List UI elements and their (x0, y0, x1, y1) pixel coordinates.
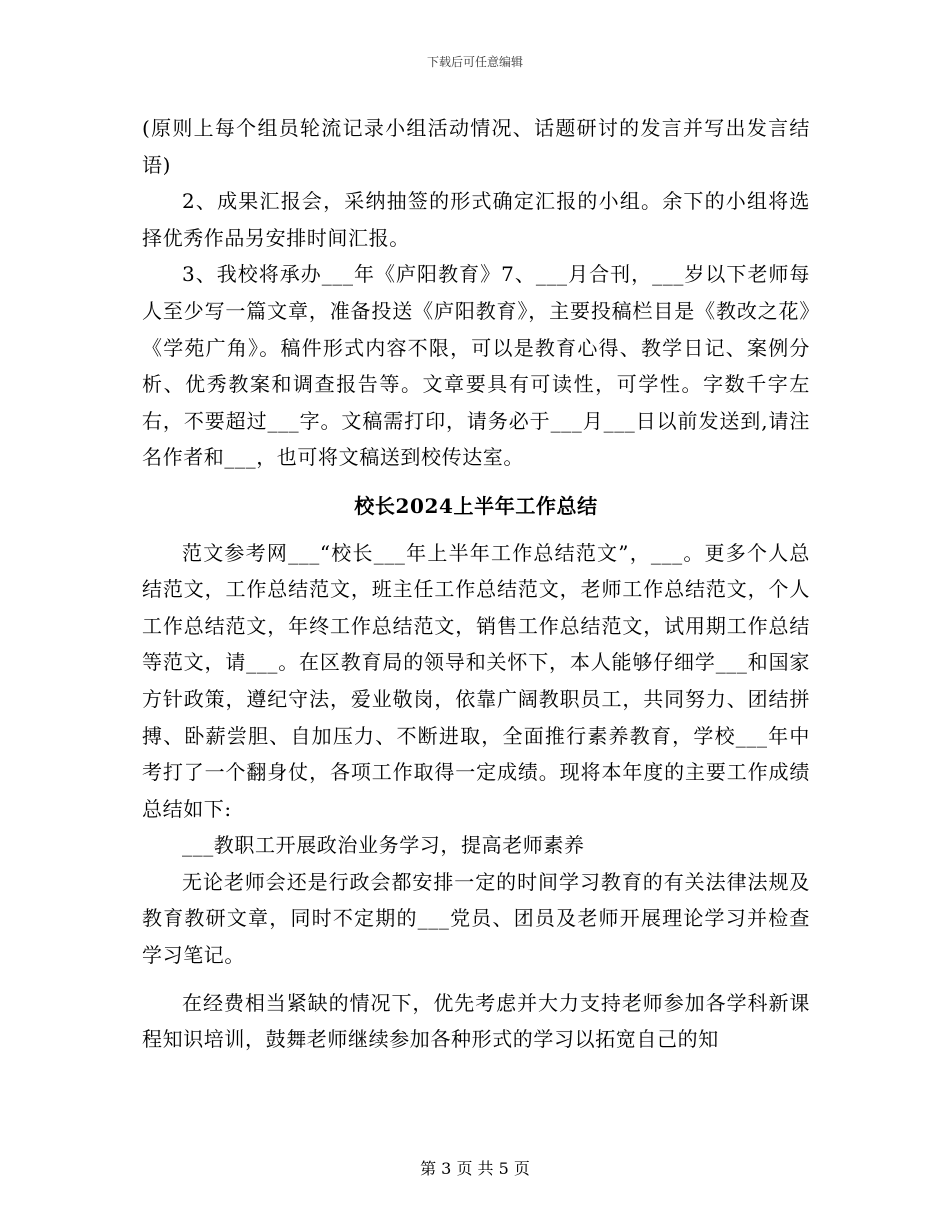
paragraph-heading-study: ___教职工开展政治业务学习，提高老师素养 (182, 833, 585, 858)
paragraph-training: 在经费相当紧缺的情况下，优先考虑并大力支持老师参加各学科新课程知识培训，鼓舞老师继续参加各种形式的学习以拓宽自己的知 (142, 990, 810, 1052)
paragraph-item-2: 2、成果汇报会，采纳抽签的形式确定汇报的小组。余下的小组将选择优秀作品另安排时间汇报。 (142, 189, 810, 250)
paragraph-study-detail: 无论老师会还是行政会都安排一定的时间学习教育的有关法律法规及教育教研文章，同时不定期的___党员、团员及老师开展理论学习并检查学习笔记。 (142, 869, 810, 968)
paragraph-intro: 范文参考网___“校长___年上半年工作总结范文”，___。更多个人总结范文，工作总结范文，班主任工作总结范文，老师工作总结范文，个人工作总结范文，年终工作总结范文，销售工作总结范文，试用期工作总结等范文，请___。在区教育局的领导和关怀下，本人能够仔细学___和国家方针政策，遵纪守法，爱业敬岗，依靠广阔教职员工，共同努力、团结拼搏、卧薪尝胆、自加压力、不断进取，全面推行素养教育，学校___年中考打了一个翻身仗，各项工作取得一定成绩。现将本年度的主要工作成绩总结如下: (142, 540, 810, 821)
page-footer: 第 3 页 共 5 页 (420, 1159, 530, 1178)
paragraph-gap (142, 974, 810, 985)
paragraph-item-3: 3、我校将承办___年《庐阳教育》7、___月合刊，___岁以下老师每人至少写一篇文章，准备投送《庐阳教育》，主要投稿栏目是《教改之花》《学苑广角》。稿件形式内容不限，可以是教育心得、教学日记、案例分析、优秀教案和调查报告等。文章要具有可读性，可学性。字数千字左右，不要超过___字。文稿需打印，请务必于___月___日以前发送到,请注名作者和___，也可将文稿送到校传达室。 (142, 262, 810, 470)
paragraph-note: (原则上每个组员轮流记录小组活动情况、话题研讨的发言并写出发言结语) (142, 116, 810, 177)
section-title: 校长2024上半年工作总结 (354, 493, 598, 518)
page-header: 下载后可任意编辑 (426, 55, 523, 69)
document-body (142, 110, 810, 1058)
